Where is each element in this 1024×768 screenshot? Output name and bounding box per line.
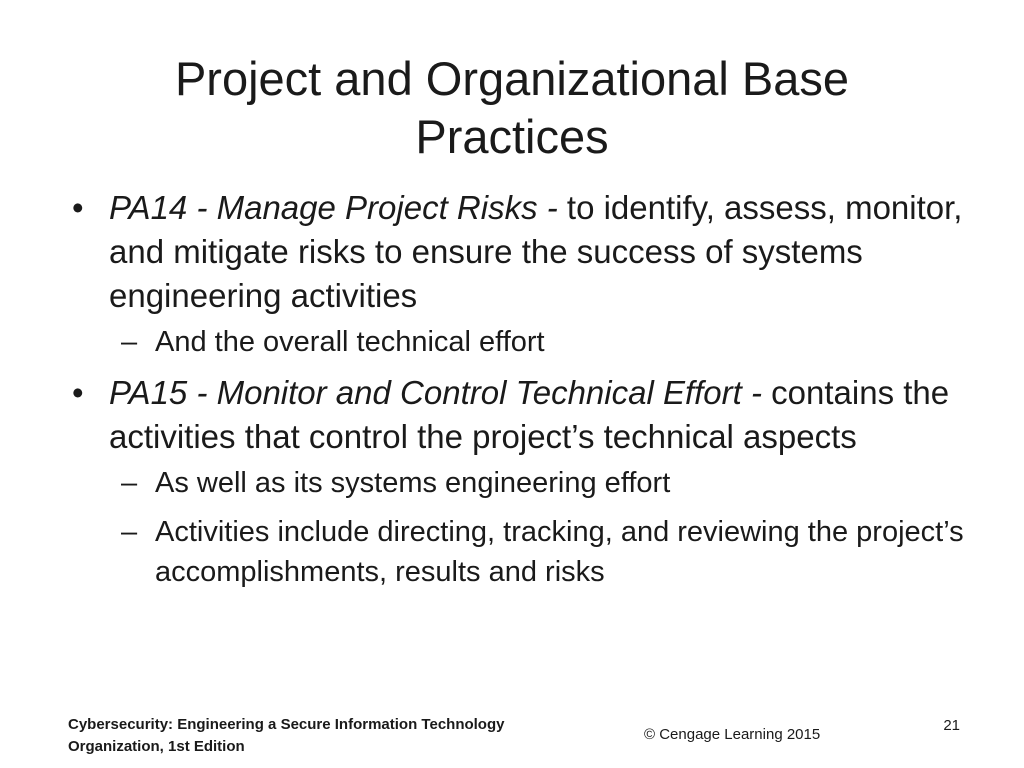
slide-title [60,50,964,166]
footer-book-line-1: Cybersecurity: Engineering a Secure Information Technology [68,716,505,733]
bullet-marker: • [72,374,84,411]
footer-book-line-2: Organization, 1st Edition [68,738,245,755]
sub-bullet-marker: – [121,467,138,499]
bullet-list [72,186,972,601]
footer-book-title [68,714,588,758]
bullet-separator: - [741,374,772,411]
sub-bullet-item [109,322,972,362]
bullet-text: to identify, assess, monitor, and mitigate risks to ensure the success of systems engineering activities [109,189,963,314]
slide-title-line-1: Project and Organizational Base [174,52,850,105]
sub-bullet-text: As well as its systems engineering effort [155,467,671,499]
sub-bullet-marker: – [121,326,138,358]
sub-bullet-marker: – [121,516,138,548]
bullet-item-pa15 [72,371,972,592]
slide-title-line-2: Practices [415,110,609,163]
bullet-term: PA14 - Manage Project Risks [109,189,538,226]
sub-bullet-text: Activities include directing, tracking, and reviewing the project’s accomplishments, results and risks [155,516,964,588]
bullet-term: PA15 - Monitor and Control Technical Effort [109,374,742,411]
sub-bullet-list [109,322,972,362]
page-number: 21 [943,717,960,734]
sub-bullet-text: And the overall technical effort [155,326,545,358]
bullet-item-pa14 [72,186,972,362]
sub-bullet-item [109,463,972,503]
bullet-separator: - [537,189,567,226]
sub-bullet-item [109,512,972,592]
bullet-marker: • [72,189,84,226]
sub-bullet-list [109,463,972,592]
bullet-text: contains the activities that control the project’s technical aspects [109,374,950,455]
footer-copyright: © Cengage Learning 2015 [644,726,821,743]
